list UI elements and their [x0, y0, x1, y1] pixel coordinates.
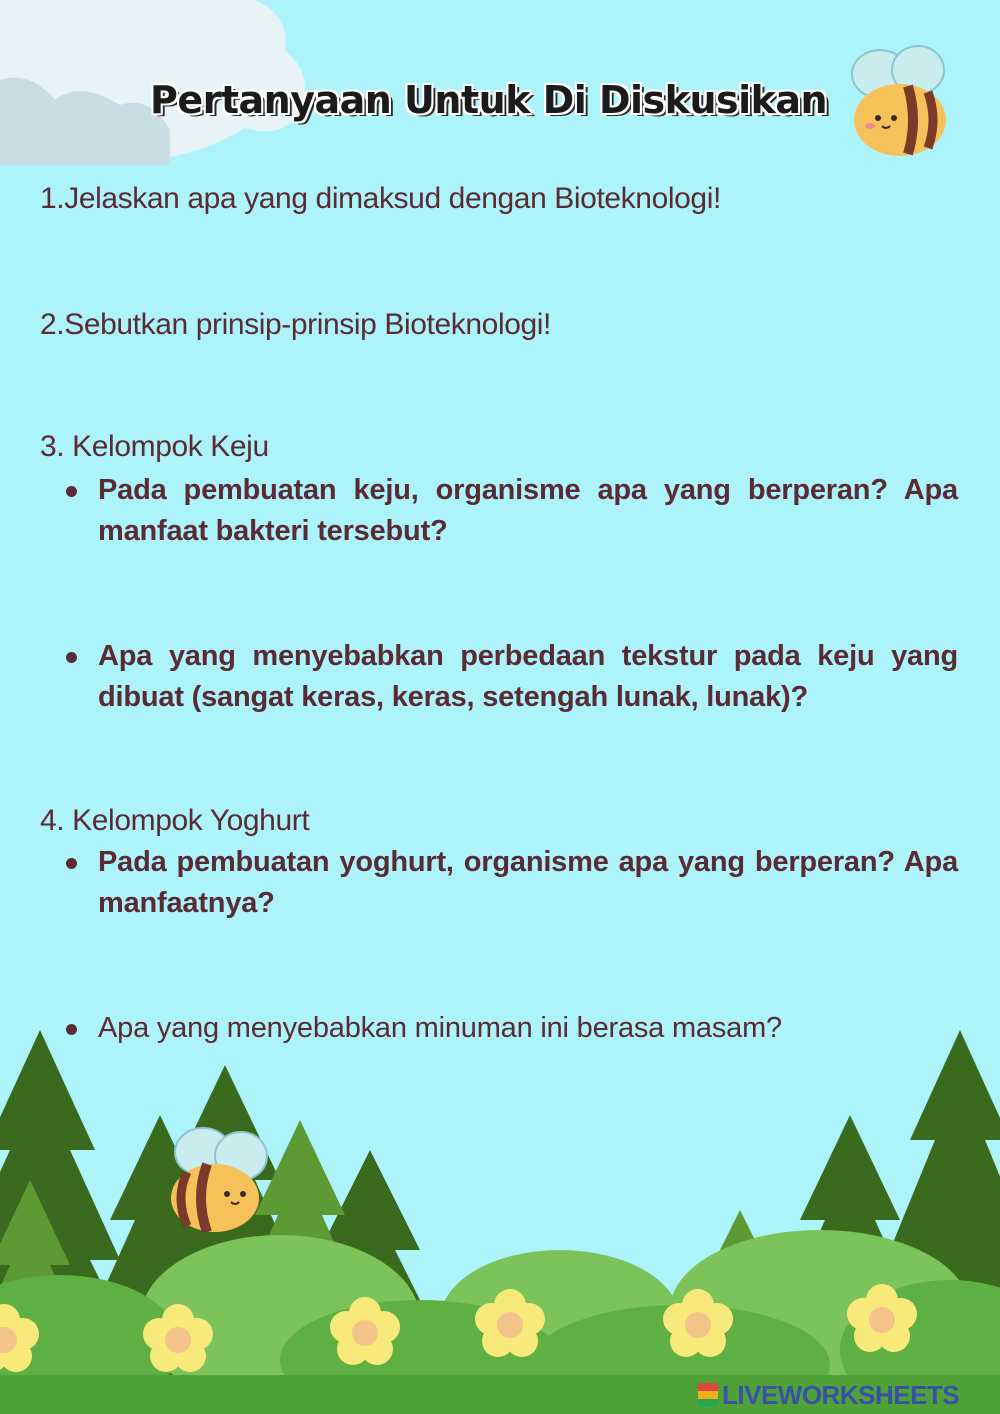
question-2: 2.Sebutkan prinsip-prinsip Bioteknologi! [40, 308, 551, 341]
bullet-icon [66, 1024, 77, 1035]
page-title: Pertanyaan Untuk Di Diskusikan [150, 78, 828, 122]
question-4-bullet-1: Pada pembuatan yoghurt, organisme apa yang berperan? Apa manfaatnya? [98, 846, 958, 919]
question-4-heading: 4. Kelompok Yoghurt [40, 804, 310, 837]
bullet-icon [66, 652, 77, 663]
question-3-bullet-2: Apa yang menyebabkan perbedaan tekstur pada keju yang dibuat (sangat keras, keras, setengah lunak, lunak)? [98, 640, 958, 713]
brand-watermark: LIVEWORKSHEETS [722, 1380, 960, 1410]
question-1: 1.Jelaskan apa yang dimaksud dengan Bioteknologi! [40, 182, 721, 215]
question-4-bullet-2: Apa yang menyebabkan minuman ini berasa masam? [98, 1012, 782, 1044]
question-3-heading: 3. Kelompok Keju [40, 430, 269, 463]
question-3-bullet-1: Pada pembuatan keju, organisme apa yang berperan? Apa manfaat bakteri tersebut? [98, 474, 958, 547]
liveworksheets-logo-icon [698, 1383, 718, 1407]
bullet-icon [66, 486, 77, 497]
bullet-icon [66, 858, 77, 869]
